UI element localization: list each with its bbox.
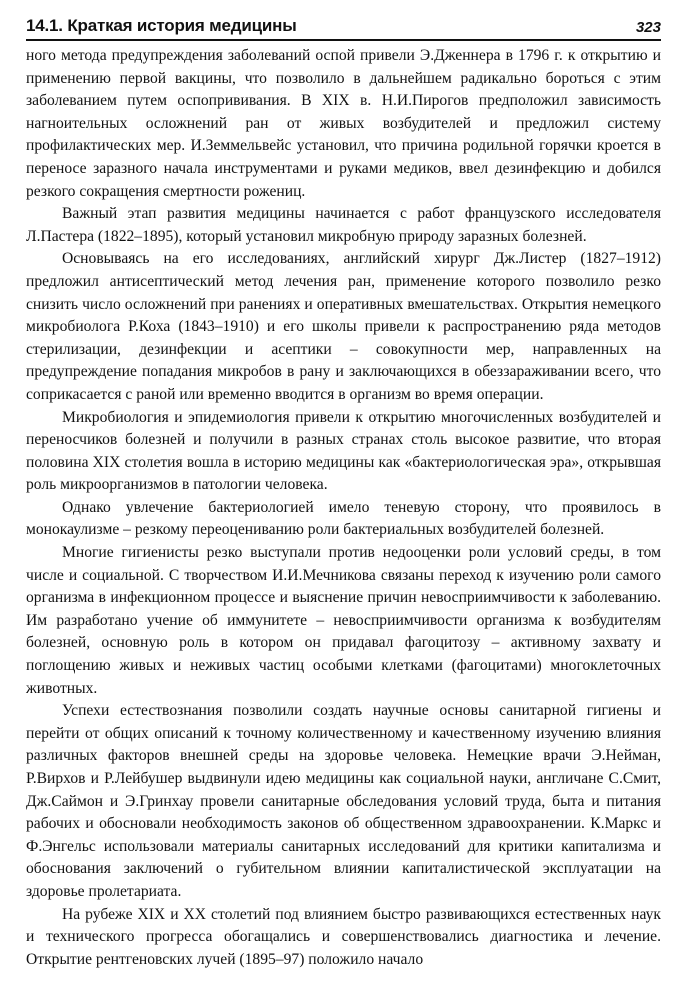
body-text [26, 45, 661, 971]
page-number: 323 [635, 19, 661, 36]
paragraph: Многие гигиенисты резко выступали против недооценки роли условий среды, в том числе и социальной. С творчеством И.И.Мечникова связаны переход к изучению роли самого организма в инфекционном процессе и выяснение причин невосприимчивости к заболеванию. Им разработано учение об иммунитете – невосприимчивости организма к возбудителям болезней, основную роль в котором он придавал фагоцитозу – активному захвату и поглощению живых и неживых частиц особыми клетками (фагоцитами) многоклеточных животных. [26, 544, 661, 697]
paragraph: Однако увлечение бактериологией имело теневую сторону, что проявилось в монокаулизме – резкому переоцениванию роли бактериальных возбудителей болезней. [26, 498, 661, 539]
paragraph: Микробиология и эпидемиология привели к открытию многочисленных возбудителей и переносчиков болезней и получили в разных странах столь высокое развитие, что вторая половина XIX столетия вошла в историю медицины как «бактериологическая эра», открывшая роль микроорганизмов в патологии человека. [26, 408, 661, 494]
paragraph: Основываясь на его исследованиях, английский хирург Дж.Листер (1827–1912) предложил антисептический метод лечения ран, применение которого позволило резко снизить число осложнений при ранениях и оперативных вмешательствах. Открытия немецкого микробиолога Р.Коха (1843–1910) и его школы привели к распространению ряда методов стерилизации, дезинфекции и асептики – совокупности мер, направленных на предупреждение попадания микробов в рану и заключающихся в обеззараживании всего, что соприкасается с раной или временно вводится в организм во время операции. [26, 250, 661, 403]
paragraph: Успехи естествознания позволили создать научные основы санитарной гигиены и перейти от общих описаний к точному количественному и качественному изучению влияния различных факторов внешней среды на здоровье человека. Немецкие врачи Э.Нейман, Р.Вирхов и Р.Лейбушер выдвинули идею медицины как социальной науки, англичане С.Смит, Дж.Саймон и Э.Гринхау провели санитарные обследования условий труда, быта и питания рабочих и обосновали необходимость законов об общественном здравоохранении. К.Маркс и Ф.Энгельс использовали материалы санитарных исследований для критики капитализма и обоснования заключений о губительном влиянии капиталистической эксплуатации на здоровье пролетариата. [26, 702, 661, 900]
header-rule [26, 39, 661, 41]
section-title: 14.1. Краткая история медицины [26, 16, 297, 35]
paragraph-continuation: ного метода предупреждения заболеваний оспой привели Э.Дженнера в 1796 г. к открытию и применению первой вакцины, что позволило в дальнейшем радикально бороться с этим заболеванием путем оспопрививания. В XIX в. Н.И.Пирогов предположил зависимость нагноительных осложнений ран от живых возбудителей и предложил систему профилактических мер. И.Земмельвейс установил, что причина родильной горячки кроется в переносе заразного начала инструментами и руками медиков, ввел дезинфекцию и добился резкого сокращения смертности рожениц. [26, 47, 661, 200]
running-header [26, 10, 661, 36]
paragraph: На рубеже XIX и XX столетий под влиянием быстро развивающихся естественных наук и технического прогресса обогащались и совершенствовались диагностика и лечение. Открытие рентгеновских лучей (1895–97) положило начало [26, 905, 661, 968]
paragraph: Важный этап развития медицины начинается с работ французского исследователя Л.Пастера (1822–1895), который установил микробную природу заразных болезней. [26, 205, 661, 245]
